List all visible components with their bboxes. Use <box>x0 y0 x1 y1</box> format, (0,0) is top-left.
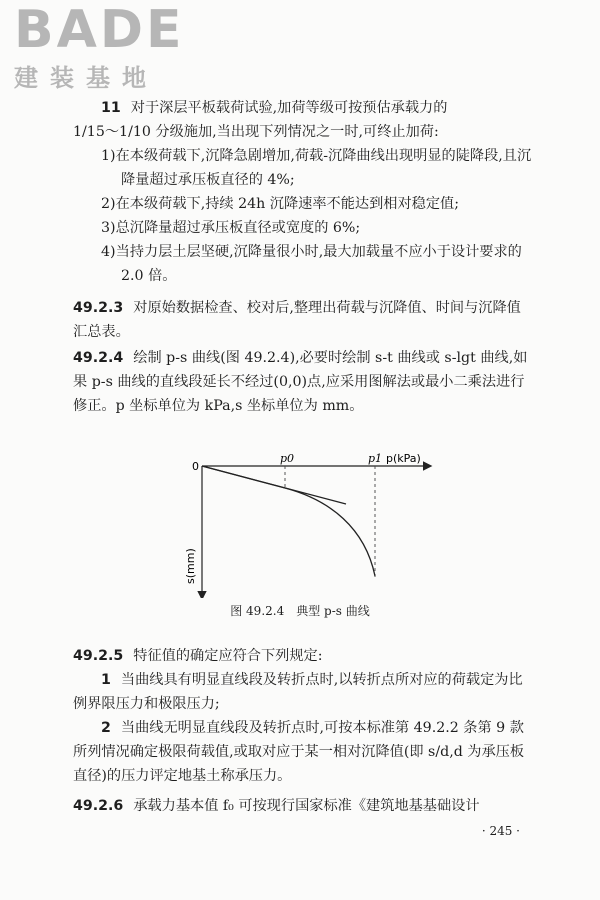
section-49-2-3 <box>73 296 535 344</box>
section-number: 49.2.4 <box>73 350 124 366</box>
s-axis-label: s(mm) <box>184 548 197 584</box>
item-11-line1: 对于深层平板载荷试验,加荷等级可按预估承载力的 <box>130 100 448 116</box>
ps-curve-figure <box>180 448 440 598</box>
page-number: · 245 · <box>481 824 520 838</box>
p1-label: p1 <box>368 452 383 465</box>
sub-item: 4)当持力层土层坚硬,沉降量很小时,最大加载量不应小于设计要求的 2.0 倍。 <box>101 244 522 284</box>
sub-item: 3)总沉降量超过承压板直径或宽度的 6%; <box>101 220 361 236</box>
p-axis-label: p(kPa) <box>386 452 421 465</box>
logo-cjk: 建装基地 <box>14 64 158 92</box>
origin-label: 0 <box>192 460 199 473</box>
section-number: 49.2.5 <box>73 648 124 664</box>
section-text: 特征值的确定应符合下列规定: <box>133 648 323 664</box>
item-11 <box>73 96 535 288</box>
item-11-line2: 1/15～1/10 分级施加,当出现下列情况之一时,可终止加荷: <box>73 124 439 140</box>
section-text: 绘制 p-s 曲线(图 49.2.4),必要时绘制 s-t 曲线或 s-lgt 曲线,如果 p-s 曲线的直线段延长不经过(0,0)点,应采用图解法或最小二乘法进行修正。p 坐标单位为 kPa,s 坐标单位为 mm。 <box>73 350 528 414</box>
sub-item: 2)在本级荷载下,持续 24h 沉降速率不能达到相对稳定值; <box>101 196 460 212</box>
ps-curve <box>202 466 375 576</box>
figure-caption: 图 49.2.4 典型 p-s 曲线 <box>230 604 370 618</box>
list-item: 1 当曲线具有明显直线段及转折点时,以转折点所对应的荷载定为比例界限压力和极限压力; <box>73 672 523 712</box>
logo-latin: BADE <box>14 0 185 60</box>
section-number: 49.2.6 <box>73 798 124 814</box>
section-49-2-6 <box>73 794 535 818</box>
section-49-2-5 <box>73 644 535 788</box>
sub-item: 1)在本级荷载下,沉降急剧增加,荷载-沉降曲线出现明显的陡降段,且沉降量超过承压板直径的 4%; <box>101 148 532 188</box>
item-11-number: 11 <box>101 100 121 116</box>
section-text: 对原始数据检查、校对后,整理出荷载与沉降值、时间与沉降值汇总表。 <box>73 300 521 340</box>
list-item: 2 当曲线无明显直线段及转折点时,可按本标准第 49.2.2 条第 9 款所列情况确定极限荷载值,或取对应于某一相对沉降值(即 s/d,d 为承压板直径)的压力评定地基土称承压力。 <box>73 720 525 784</box>
p0-label: p0 <box>280 452 295 465</box>
section-49-2-4 <box>73 346 535 418</box>
logo <box>14 0 185 93</box>
section-text: 承载力基本值 f₀ 可按现行国家标准《建筑地基基础设计 <box>133 798 480 814</box>
section-number: 49.2.3 <box>73 300 124 316</box>
